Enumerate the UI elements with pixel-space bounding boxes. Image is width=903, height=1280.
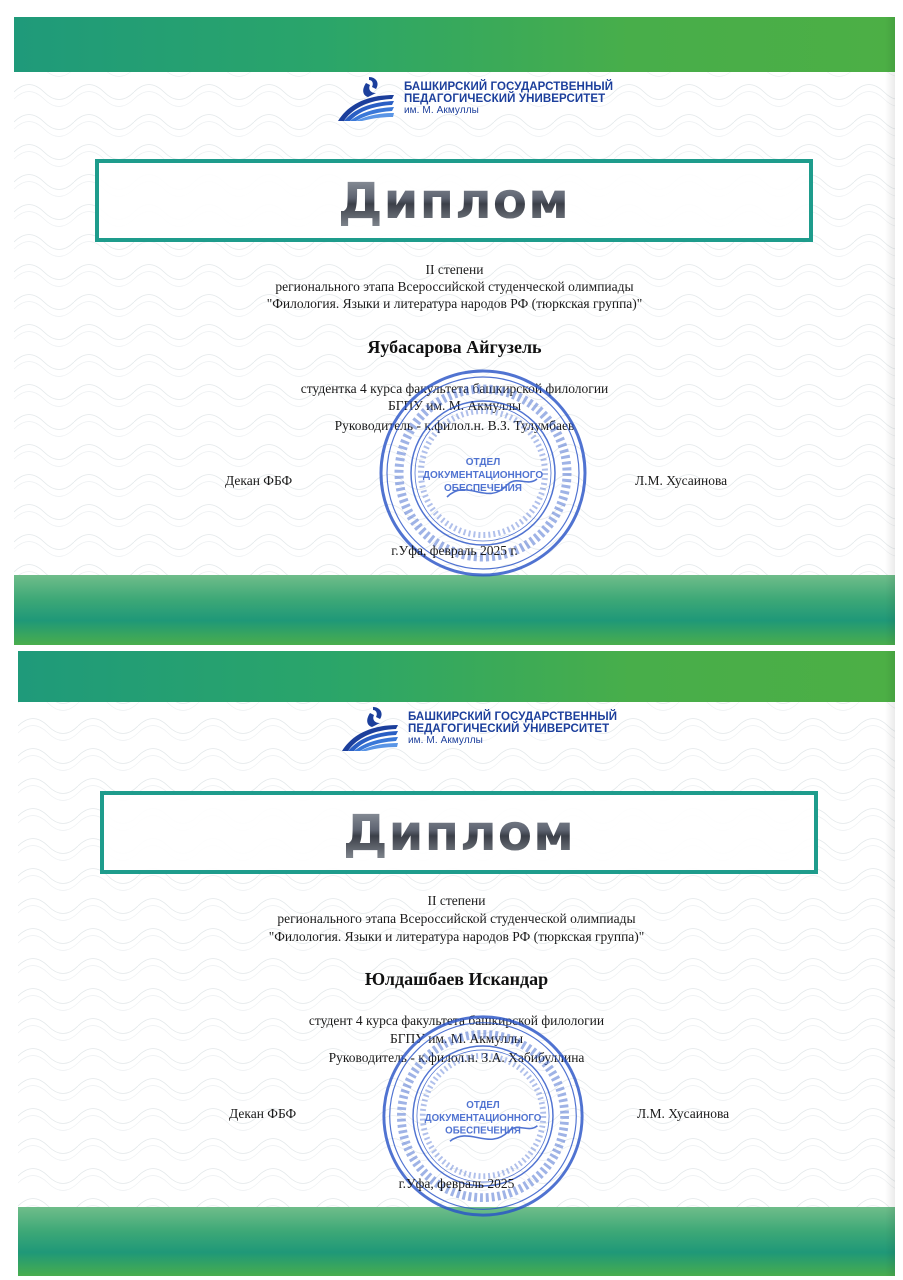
dean-name: Л.М. Хусаинова: [637, 1106, 730, 1121]
bottom-green-band: [14, 575, 895, 645]
dean-label: Декан ФБФ: [229, 1106, 297, 1121]
supervisor-text: Руководитель - к.филол.н. З.А. Хабибуллина: [328, 1050, 585, 1065]
top-green-band: [18, 651, 895, 702]
university-logo: [340, 705, 617, 753]
university-emblem-icon: [340, 705, 400, 753]
page-edge-shadow: [885, 17, 895, 645]
page-edge-shadow: [885, 651, 895, 1276]
stamp-line3: ОБЕСПЕЧЕНИЯ: [445, 1125, 521, 1137]
stamp-line3: ОБЕСПЕЧЕНИЯ: [443, 483, 523, 494]
diploma-2: [18, 651, 895, 1276]
supervisor-text: Руководитель - к.филол.н. В.З. Тулумбаев: [334, 418, 575, 433]
dean-name: Л.М. Хусаинова: [635, 473, 728, 488]
title-frame: [100, 791, 818, 874]
event-line2: "Филология. Языки и литература народов РФ (тюркская группа)": [266, 296, 643, 311]
diploma-1: [14, 17, 895, 645]
university-name-line1: БАШКИРСКИЙ ГОСУДАРСТВЕННЫЙ: [404, 81, 614, 93]
degree-text: II степени: [425, 262, 484, 277]
place-date: г.Уфа, февраль 2025: [398, 1176, 515, 1191]
dean-label: Декан ФБФ: [225, 473, 293, 488]
event-line1: регионального этапа Всероссийской студенческой олимпиады: [275, 279, 634, 294]
stamp-line1: ОТДЕЛ: [465, 457, 501, 468]
recipient-position: студентка 4 курса факультета башкирской филологии: [300, 381, 609, 396]
recipient-institution: БГПУ им. М. Акмуллы: [389, 1031, 524, 1046]
university-emblem-icon: [336, 75, 396, 123]
university-name-line1: БАШКИРСКИЙ ГОСУДАРСТВЕННЫЙ: [408, 711, 618, 723]
recipient-position: студент 4 курса факультета башкирской филологии: [308, 1013, 605, 1028]
top-green-band: [14, 17, 895, 72]
diploma-title: Диплом: [343, 803, 575, 862]
stamp-line1: ОТДЕЛ: [466, 1100, 500, 1112]
university-logo: [336, 75, 613, 123]
university-name-line2: ПЕДАГОГИЧЕСКИЙ УНИВЕРСИТЕТ: [408, 723, 610, 735]
place-date: г.Уфа, февраль 2025 г.: [391, 543, 518, 558]
recipient-institution: БГПУ им. М. Акмуллы: [387, 398, 522, 413]
university-name-line2: ПЕДАГОГИЧЕСКИЙ УНИВЕРСИТЕТ: [404, 93, 606, 105]
event-line1: регионального этапа Всероссийской студенческой олимпиады: [277, 911, 636, 926]
diploma-title: Диплом: [338, 171, 570, 230]
recipient-name: Яубасарова Айгузель: [367, 337, 542, 357]
event-line2: "Филология. Языки и литература народов РФ (тюркская группа)": [268, 929, 645, 944]
university-name-line3: им. М. Акмуллы: [404, 105, 479, 116]
title-frame: [95, 159, 813, 242]
recipient-name: Юлдашбаев Искандар: [364, 969, 549, 989]
stamp-line2: ДОКУМЕНТАЦИОННОГО: [424, 1112, 542, 1124]
stamp-line2: ДОКУМЕНТАЦИОННОГО: [422, 470, 544, 481]
university-name-line3: им. М. Акмуллы: [408, 735, 483, 746]
degree-text: II степени: [427, 893, 486, 908]
